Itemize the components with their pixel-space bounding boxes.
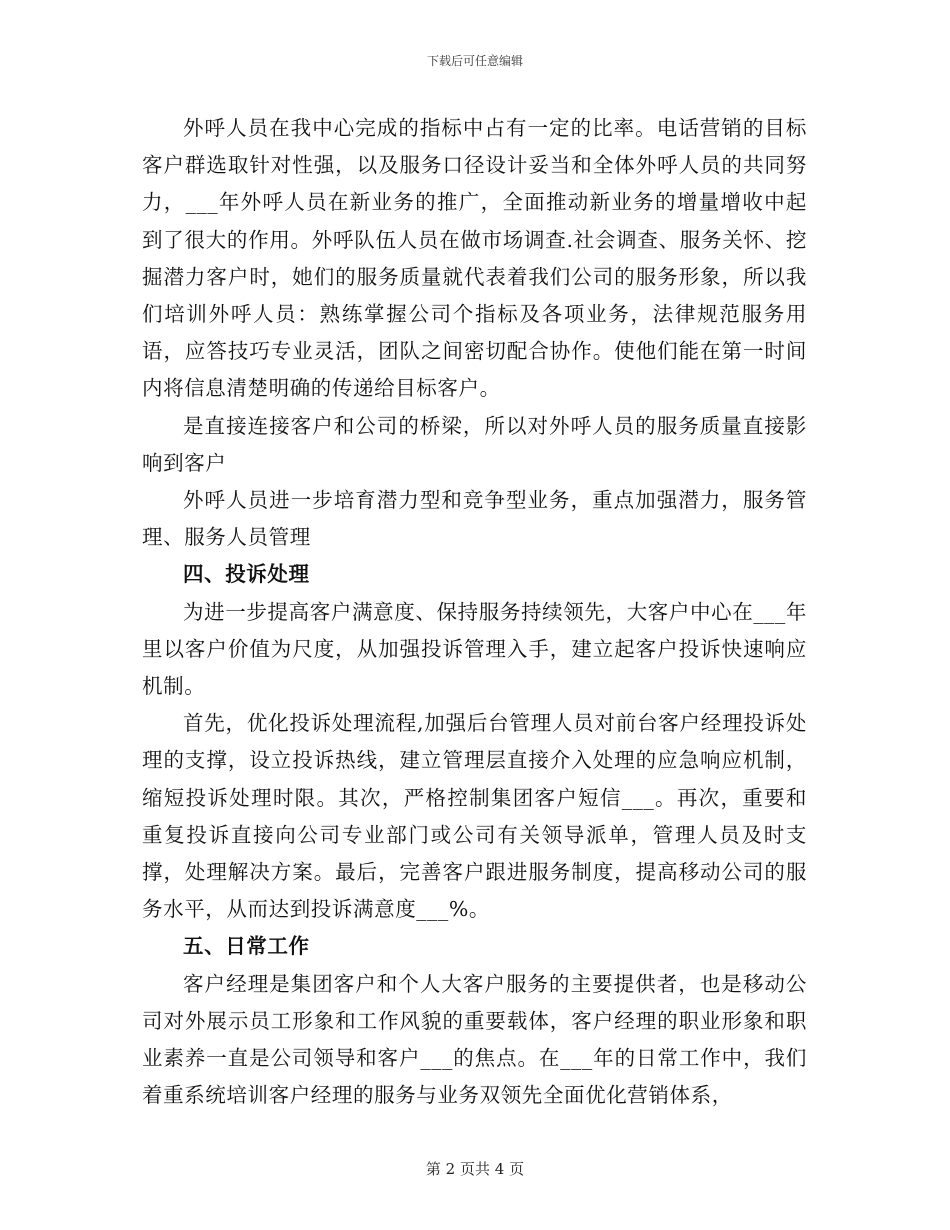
page-header: 下载后可任意编辑 xyxy=(426,54,523,68)
paragraph-outbound-staff: 外呼人员在我中心完成的指标中占有一定的比率。电话营销的目标客户群选取针对性强，以及服务口径设计妥当和全体外呼人员的共同努力，___年外呼人员在新业务的推广，全面推动新业务的增量增收中起到了很大的作用。外呼队伍人员在做市场调查.社会调查、服务关怀、挖掘潜力客户时，她们的服务质量就代表着我们公司的服务形象，所以我们培训外呼人员：熟练掌握公司个指标及各项业务，法律规范服务用语，应答技巧专业灵活，团队之间密切配合协作。使他们能在第一时间内将信息清楚明确的传递给目标客户。 xyxy=(142,116,807,401)
paragraph-potential-business: 外呼人员进一步培育潜力型和竞争型业务，重点加强潜力，服务管理、服务人员管理 xyxy=(142,488,807,550)
page-number: 第 2 页共 4 页 xyxy=(425,1160,525,1178)
paragraph-complaint-intro: 为进一步提高客户满意度、保持服务持续领先，大客户中心在___年里以客户价值为尺度，从加强投诉管理入手，建立起客户投诉快速响应机制。 xyxy=(142,599,807,699)
section-heading-daily-work: 五、日常工作 xyxy=(183,934,310,959)
paragraph-account-managers: 客户经理是集团客户和个人大客户服务的主要提供者，也是移动公司对外展示员工形象和工作风貌的重要载体，客户经理的职业形象和职业素养一直是公司领导和客户___的焦点。在___年的日常工作中，我们着重系统培训客户经理的服务与业务双领先全面优化营销体系， xyxy=(142,971,807,1108)
document-body xyxy=(142,110,807,1114)
section-heading-complaints: 四、投诉处理 xyxy=(183,562,310,587)
paragraph-complaint-process: 首先，优化投诉处理流程,加强后台管理人员对前台客户经理投诉处理的支撑，设立投诉热线，建立管理层直接介入处理的应急响应机制，缩短投诉处理时限。其次，严格控制集团客户短信___。再次，重要和重复投诉直接向公司专业部门或公司有关领导派单，管理人员及时支撑，处理解决方案。最后，完善客户跟进服务制度，提高移动公司的服务水平，从而达到投诉满意度___%。 xyxy=(142,711,807,922)
paragraph-bridge: 是直接连接客户和公司的桥梁，所以对外呼人员的服务质量直接影响到客户 xyxy=(142,413,807,475)
